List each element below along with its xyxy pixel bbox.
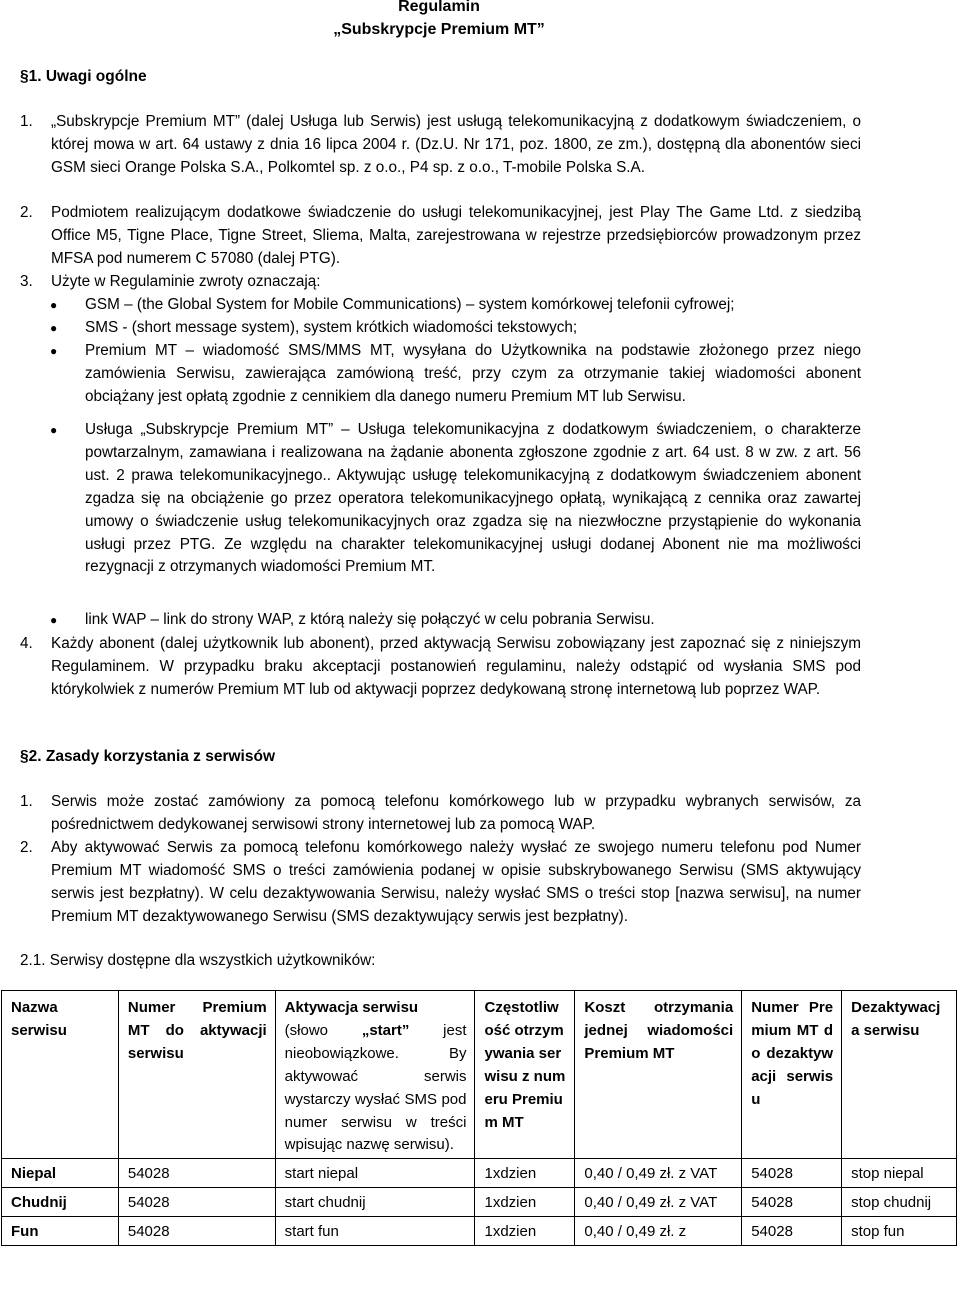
section-2-heading: §2. Zasady korzystania z serwisów (20, 748, 276, 765)
section-1-heading: §1. Uwagi ogólne (20, 68, 147, 85)
header-cell: Częstotliwość otrzymywania serwisu z numeru Premium MT (475, 991, 575, 1159)
services-table (1, 990, 957, 1246)
table-header-row (2, 991, 957, 1159)
service-frequency: 1xdzien (475, 1217, 575, 1246)
service-number: 54028 (118, 1159, 275, 1188)
section-2-item-1: Serwis może zostać zamówiony za pomocą telefonu komórkowego lub w przypadku wybranych serwisów, za pośrednictwem dedykowanej serwisowi strony internetowej lub za pomocą WAP. (51, 793, 861, 833)
item-number: 1. (20, 793, 33, 810)
service-cost: 0,40 / 0,49 zł. z (575, 1217, 742, 1246)
section-1-item-1: „Subskrypcje Premium MT” (dalej Usługa lub Serwis) jest usługą telekomunikacyjną z dodatkowym świadczeniem, o której mowa w art. 64 ustawy z dnia 16 lipca 2004 r. (Dz.U. Nr 171, poz. 1800, ze zm.), dostępną dla abonentów sieci GSM sieci Orange Polska S.A., Polkomtel sp. z o.o., P4 sp. z o.o., T-mobile Polska S.A. (51, 113, 861, 176)
activation-note-text: jest nieobowiązkowe. By aktywować serwis wystarczy wysłać SMS pod numer serwisu w treści wpisując nazwę serwisu). (284, 1021, 467, 1154)
service-activation: start niepal (275, 1159, 475, 1188)
document-subtitle: „Subskrypcje Premium MT” (333, 21, 545, 38)
header-cell: Nazwa serwisu (2, 991, 119, 1159)
service-number: 54028 (118, 1217, 275, 1246)
activation-note-text: (słowo (284, 1021, 362, 1039)
item-number: 2. (20, 204, 33, 221)
service-number: 54028 (118, 1188, 275, 1217)
bullet-icon: ● (50, 423, 58, 437)
service-deact-number: 54028 (742, 1159, 842, 1188)
bullet-icon: ● (50, 344, 58, 358)
item-number: 3. (20, 273, 33, 290)
service-cost: 0,40 / 0,49 zł. z VAT (575, 1188, 742, 1217)
header-cell: Koszt otrzymania jednej wiadomości Premium MT (575, 991, 742, 1159)
document-title: Regulamin (398, 0, 480, 15)
service-name: Fun (2, 1217, 119, 1246)
service-frequency: 1xdzien (475, 1159, 575, 1188)
service-deact-number: 54028 (742, 1217, 842, 1246)
definition-premium-mt: Premium MT – wiadomość SMS/MMS MT, wysyłana do Użytkownika na podstawie złożonego przez niego zamówienia Serwisu, zawierająca zamówioną treść, przy czym za otrzymanie takiej wiadomości abonent obciążany jest opłatą zgodnie z cennikiem dla danego numeru Premium MT lub Serwisu. (85, 342, 861, 405)
service-activation: start fun (275, 1217, 475, 1246)
section-1-item-3: Użyte w Regulaminie zwroty oznaczają: (51, 273, 321, 290)
section-1-item-2: Podmiotem realizującym dodatkowe świadczenie do usługi telekomunikacyjnej, jest Play The Game Ltd. z siedzibą Office M5, Tigne Place, Tigne Street, Sliema, Malta, zarejestrowana w rejestrze przedsiębiorców prowadzonym przez MFSA pod numerem C 57080 (dalej PTG). (51, 204, 861, 267)
service-deactivation: stop fun (842, 1217, 957, 1246)
definition-link-wap: link WAP – link do strony WAP, z którą należy się połączyć w celu pobrania Serwisu. (85, 611, 655, 628)
service-frequency: 1xdzien (475, 1188, 575, 1217)
definition-sms: SMS - (short message system), system krótkich wiadomości tekstowych; (85, 319, 578, 336)
service-deactivation: stop chudnij (842, 1188, 957, 1217)
service-name: Chudnij (2, 1188, 119, 1217)
section-2-item-2: Aby aktywować Serwis za pomocą telefonu komórkowego należy wysłać ze swojego numeru telefonu pod Numer Premium MT wiadomość SMS o treści zamówienia podanej w opisie subskrybowanego Serwisu (SMS aktywujący serwis jest bezpłatny). W celu dezaktywowania Serwisu, należy wysłać SMS o treści stop [nazwa serwisu], na numer Premium MT dezaktywowanego Serwisu (SMS dezaktywujący serwis jest bezpłatny). (51, 839, 861, 925)
table-row (2, 1217, 957, 1246)
service-activation: start chudnij (275, 1188, 475, 1217)
item-number: 1. (20, 113, 33, 130)
section-2-subheading: 2.1. Serwisy dostępne dla wszystkich użytkowników: (20, 952, 376, 969)
service-deact-number: 54028 (742, 1188, 842, 1217)
definition-gsm: GSM – (the Global System for Mobile Communications) – system komórkowej telefonii cyfrowej; (85, 296, 735, 313)
activation-note (285, 1020, 467, 1157)
header-activation-title: Aktywacja serwisu (284, 999, 419, 1016)
bullet-icon: ● (50, 298, 58, 312)
definition-usluga: Usługa „Subskrypcje Premium MT” – Usługa telekomunikacyjna z dodatkowym świadczeniem, o charakterze powtarzalnym, zamawiana i realizowana na żądanie abonenta zgłoszone zgodnie z art. 64 ust. 8 w zw. z art. 56 ust. 2 prawa telekomunikacyjnego.. Aktywując usługę telekomunikacyjną z dodatkowym świadczeniem abonent zgadza się na obciążenie go przez operatora telekomunikacyjnego opłatą, wynikającą z cennika oraz zawartej umowy o świadczenie usług telekomunikacyjnych oraz zgadza się na niezwłoczne przystąpienie do wykonania usługi przez PTG. Ze względu na charakter telekomunikacyjnej usługi dodanej Abonent nie ma możliwości rezygnacji z otrzymanych wiadomości Premium MT. (85, 421, 861, 576)
header-cell: Dezaktywacja serwisu (842, 991, 957, 1159)
bullet-icon: ● (50, 321, 58, 335)
bullet-icon: ● (50, 613, 58, 627)
service-name: Niepal (2, 1159, 119, 1188)
table-row (2, 1188, 957, 1217)
header-cell: Numer Premium MT do dezaktywacji serwisu (742, 991, 842, 1159)
header-cell: Numer Premium MT do aktywacji serwisu (118, 991, 275, 1159)
service-deactivation: stop niepal (842, 1159, 957, 1188)
service-cost: 0,40 / 0,49 zł. z VAT (575, 1159, 742, 1188)
item-number: 4. (20, 635, 33, 652)
item-number: 2. (20, 839, 33, 856)
activation-note-keyword: „start” (361, 1021, 410, 1039)
header-cell-activation (275, 991, 475, 1159)
section-1-item-4: Każdy abonent (dalej użytkownik lub abonent), przed aktywacją Serwisu zobowiązany jest zapoznać się z niniejszym Regulaminem. W przypadku braku akceptacji postanowień regulaminu, należy odstąpić od wysłania SMS pod którykolwiek z numerów Premium MT lub od aktywacji poprzez dedykowaną stronę internetową lub poprzez WAP. (51, 635, 861, 698)
table-row (2, 1159, 957, 1188)
